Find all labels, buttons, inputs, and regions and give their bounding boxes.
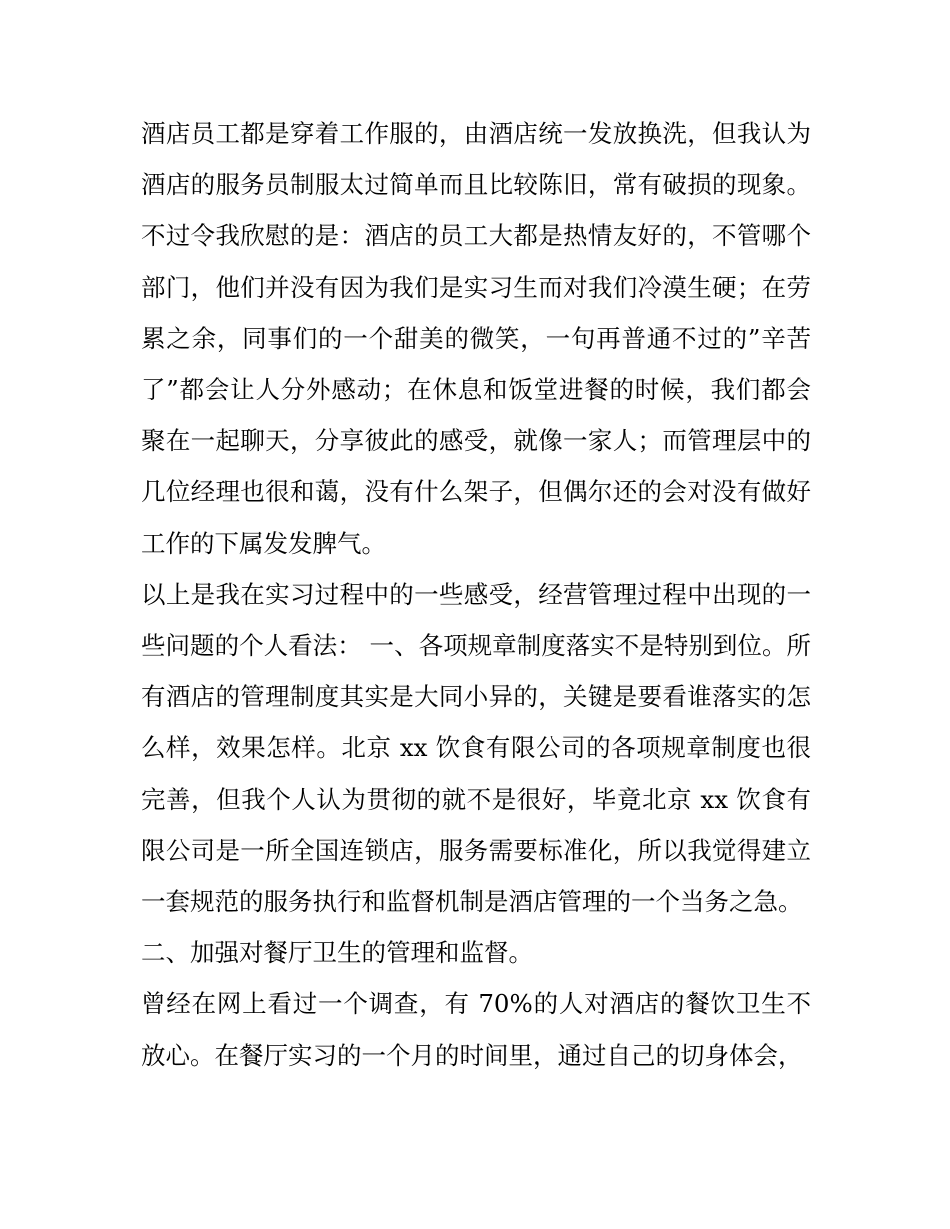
document-body <box>141 108 811 1081</box>
paragraph-rules-enforcement: 以上是我在实习过程中的一些感受，经营管理过程中出现的一些问题的个人看法： 一、各项规章制度落实不是特别到位。所有酒店的管理制度其实是大同小异的，关键是要看谁落实的怎么样，效果怎样。北京 xx 饮食有限公司的各项规章制度也很完善，但我个人认为贯彻的就不是很好，毕竟北京 xx 饮食有限公司是一所全国连锁店，服务需要标准化，所以我觉得建立一套规范的服务执行和监督机制是酒店管理的一个当务之急。 <box>141 579 811 917</box>
paragraph-staff-uniforms: 酒店员工都是穿着工作服的，由酒店统一发放换洗，但我认为酒店的服务员制服太过简单而且比较陈旧，常有破损的现象。不过令我欣慰的是：酒店的员工大都是热情友好的，不管哪个部门，他们并没有因为我们是实习生而对我们冷漠生硬；在劳累之余，同事们的一个甜美的微笑，一句再普通不过的”辛苦了”都会让人分外感动；在休息和饭堂进餐的时候，我们都会聚在一起聊天，分享彼此的感受，就像一家人；而管理层中的几位经理也很和蔼，没有什么架子，但偶尔还的会对没有做好工作的下属发发脾气。 <box>141 119 811 558</box>
paragraph-hygiene-survey: 曾经在网上看过一个调查，有 70%的人对酒店的餐饮卫生不放心。在餐厅实习的一个月的时间里，通过自己的切身体会， <box>141 989 811 1070</box>
paragraph-hygiene-heading: 二、加强对餐厅卫生的管理和监督。 <box>141 938 533 968</box>
